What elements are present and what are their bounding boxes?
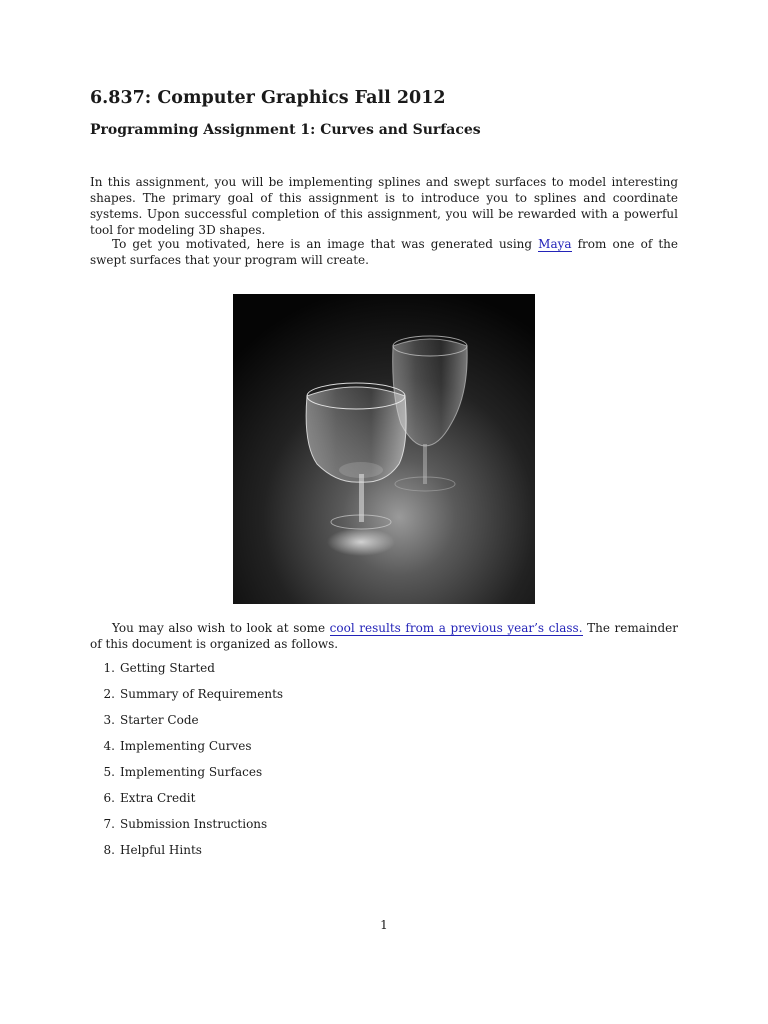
motivation-text-after: from one of the swept surfaces that your program will create. (90, 237, 678, 267)
intro-paragraph: In this assignment, you will be implementing splines and swept surfaces to model interesting shapes. The primary goal of this assignment is to introduce you to splines and coordinate systems. Upon successful completion of this assignment, you will be rewarded with a powerful tool for modeling 3D shapes. (90, 175, 678, 237)
page-number: 1 (380, 918, 388, 932)
document-title: 6.837: Computer Graphics Fall 2012 (90, 88, 446, 108)
maya-link[interactable]: Maya (538, 237, 572, 251)
list-item (90, 712, 283, 738)
list-item-label: Submission Instructions (120, 817, 268, 831)
motivation-text-before: To get you motivated, here is an image that was generated using (112, 237, 539, 251)
wine-glasses-figure (233, 294, 535, 604)
previous-results-link[interactable]: cool results from a previous year’s class. (329, 621, 583, 635)
motivation-paragraph (90, 236, 678, 268)
results-text-after: The remainder of this document is organized as follows. (90, 621, 678, 651)
list-item-label: Getting Started (120, 661, 215, 675)
list-item (90, 816, 283, 842)
list-item-number: 1. (103, 661, 115, 675)
assignment-subtitle: Programming Assignment 1: Curves and Surfaces (90, 122, 481, 138)
contents-list (90, 660, 283, 868)
list-item-number: 6. (103, 791, 115, 805)
list-item-number: 7. (103, 817, 115, 831)
results-paragraph (90, 620, 678, 652)
list-item-number: 3. (103, 713, 115, 727)
list-item-number: 8. (103, 843, 115, 857)
list-item-label: Implementing Curves (120, 739, 252, 753)
list-item (90, 790, 283, 816)
wine-glasses-image (233, 294, 535, 604)
list-item (90, 764, 283, 790)
list-item-label: Helpful Hints (120, 843, 202, 857)
list-item (90, 686, 283, 712)
list-item (90, 738, 283, 764)
list-item-label: Extra Credit (120, 791, 196, 805)
list-item (90, 660, 283, 686)
list-item-label: Summary of Requirements (120, 687, 284, 701)
list-item-number: 4. (103, 739, 115, 753)
list-item-number: 5. (103, 765, 115, 779)
list-item-label: Starter Code (120, 713, 199, 727)
list-item (90, 842, 283, 868)
list-item-number: 2. (103, 687, 115, 701)
list-item-label: Implementing Surfaces (120, 765, 263, 779)
results-text-before: You may also wish to look at some (112, 621, 330, 635)
